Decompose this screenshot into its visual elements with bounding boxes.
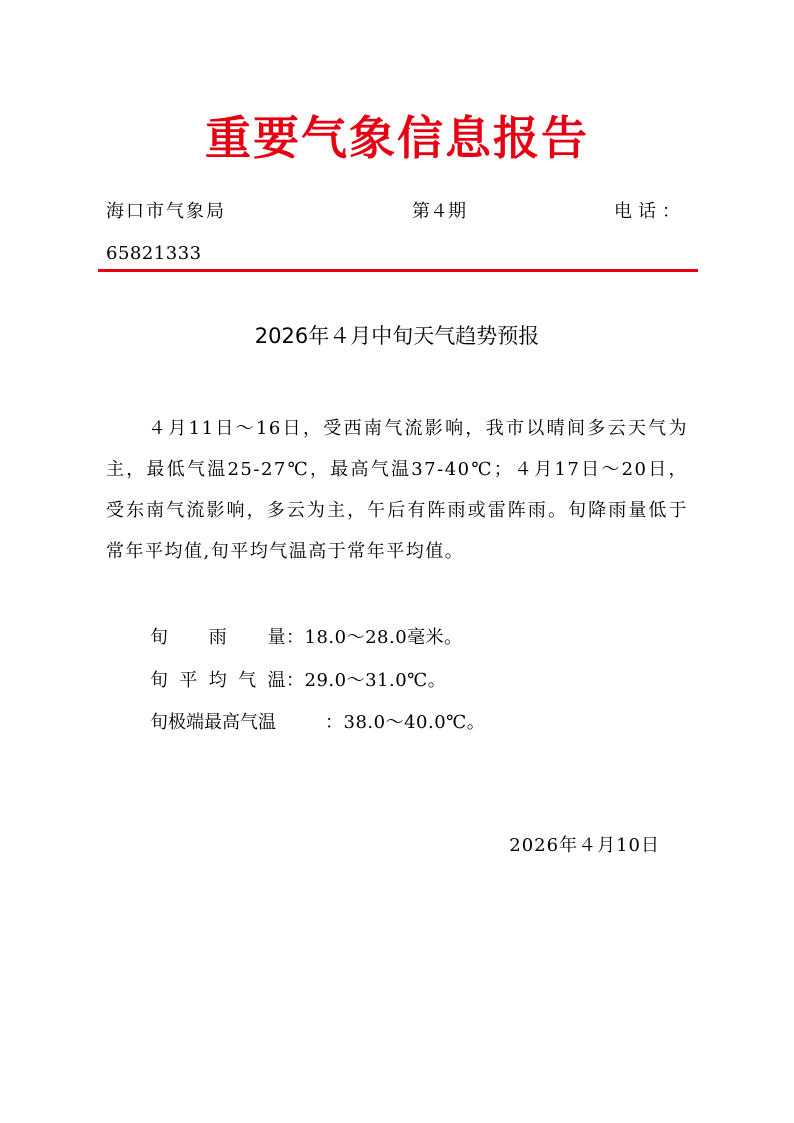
phone-number: 65821333 <box>106 243 202 264</box>
stat-max-temp-label: 旬极端最高气温 <box>150 712 276 733</box>
stat-rainfall-value: ：18.0～28.0毫米。 <box>286 627 463 648</box>
red-divider-line <box>98 269 698 272</box>
issue-date: 2026年４月10日 <box>509 835 660 856</box>
stat-max-temp-value: ：38.0～40.0℃。 <box>325 712 486 733</box>
report-title: 重要气象信息报告 <box>205 111 589 165</box>
stat-avg-temp <box>150 667 446 695</box>
forecast-title: 2026年４月中旬天气趋势预报 <box>254 324 540 348</box>
forecast-paragraph: ４月11日～16日，受西南气流影响，我市以晴间多云天气为主，最低气温25-27℃，最高气温37-40℃；４月17日～20日，受东南气流影响，多云为主，午后有阵雨或雷阵雨。旬降雨量低于常年平均值,旬平均气温高于常年平均值。 <box>106 418 688 562</box>
agency-name: 海口市气象局 <box>106 201 226 222</box>
stat-avg-temp-value: ：29.0～31.0℃。 <box>286 670 447 691</box>
header-meta-row <box>106 198 686 226</box>
stat-rainfall-label: 旬雨量 <box>150 627 286 648</box>
stat-rainfall <box>150 624 463 652</box>
phone-label: 电话： <box>614 201 686 222</box>
stat-avg-temp-label: 旬平均气温 <box>150 670 286 691</box>
stat-max-temp <box>150 709 485 737</box>
issue-number: 第４期 <box>412 201 466 222</box>
